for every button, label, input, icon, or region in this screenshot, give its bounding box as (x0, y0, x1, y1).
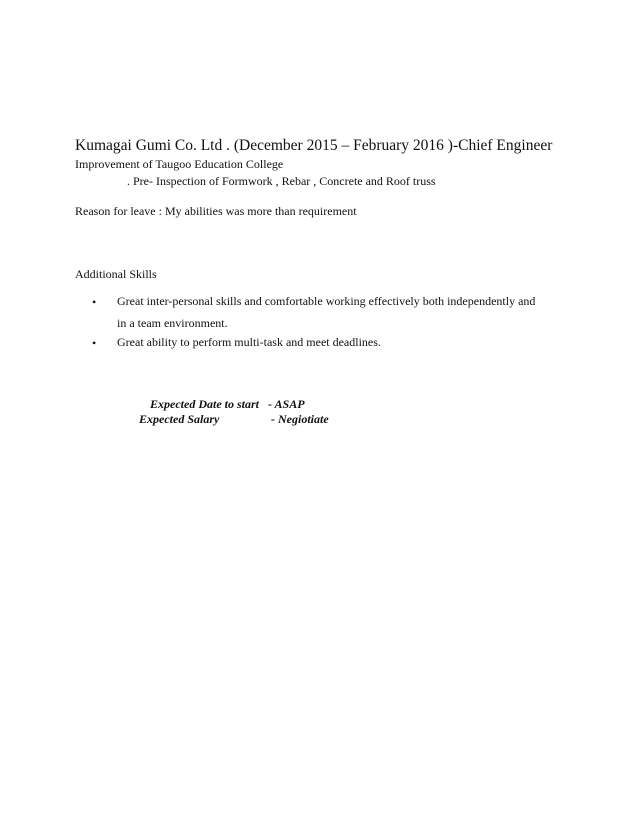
expected-salary-label: Expected Salary (139, 412, 220, 426)
bullet-icon: • (92, 336, 97, 350)
skill-item-1-line-1: Great inter-personal skills and comfortable working effectively both independently and (117, 294, 536, 308)
task-line: . Pre- Inspection of Formwork , Rebar , Concrete and Roof truss (127, 174, 436, 188)
reason-for-leave: Reason for leave : My abilities was more than requirement (75, 204, 357, 218)
expected-start-value: - ASAP (268, 397, 305, 411)
section-title-additional-skills: Additional Skills (75, 267, 157, 281)
bullet-icon: • (92, 295, 97, 309)
job-heading: Kumagai Gumi Co. Ltd . (December 2015 – February 2016 )-Chief Engineer (75, 137, 553, 154)
skill-item-1-line-2: in a team environment. (117, 316, 228, 330)
project-line: Improvement of Taugoo Education College (75, 157, 284, 171)
skill-item-2: Great ability to perform multi-task and meet deadlines. (117, 335, 381, 349)
expected-salary-value: - Negiotiate (271, 412, 329, 426)
expected-start-label: Expected Date to start (150, 397, 259, 411)
